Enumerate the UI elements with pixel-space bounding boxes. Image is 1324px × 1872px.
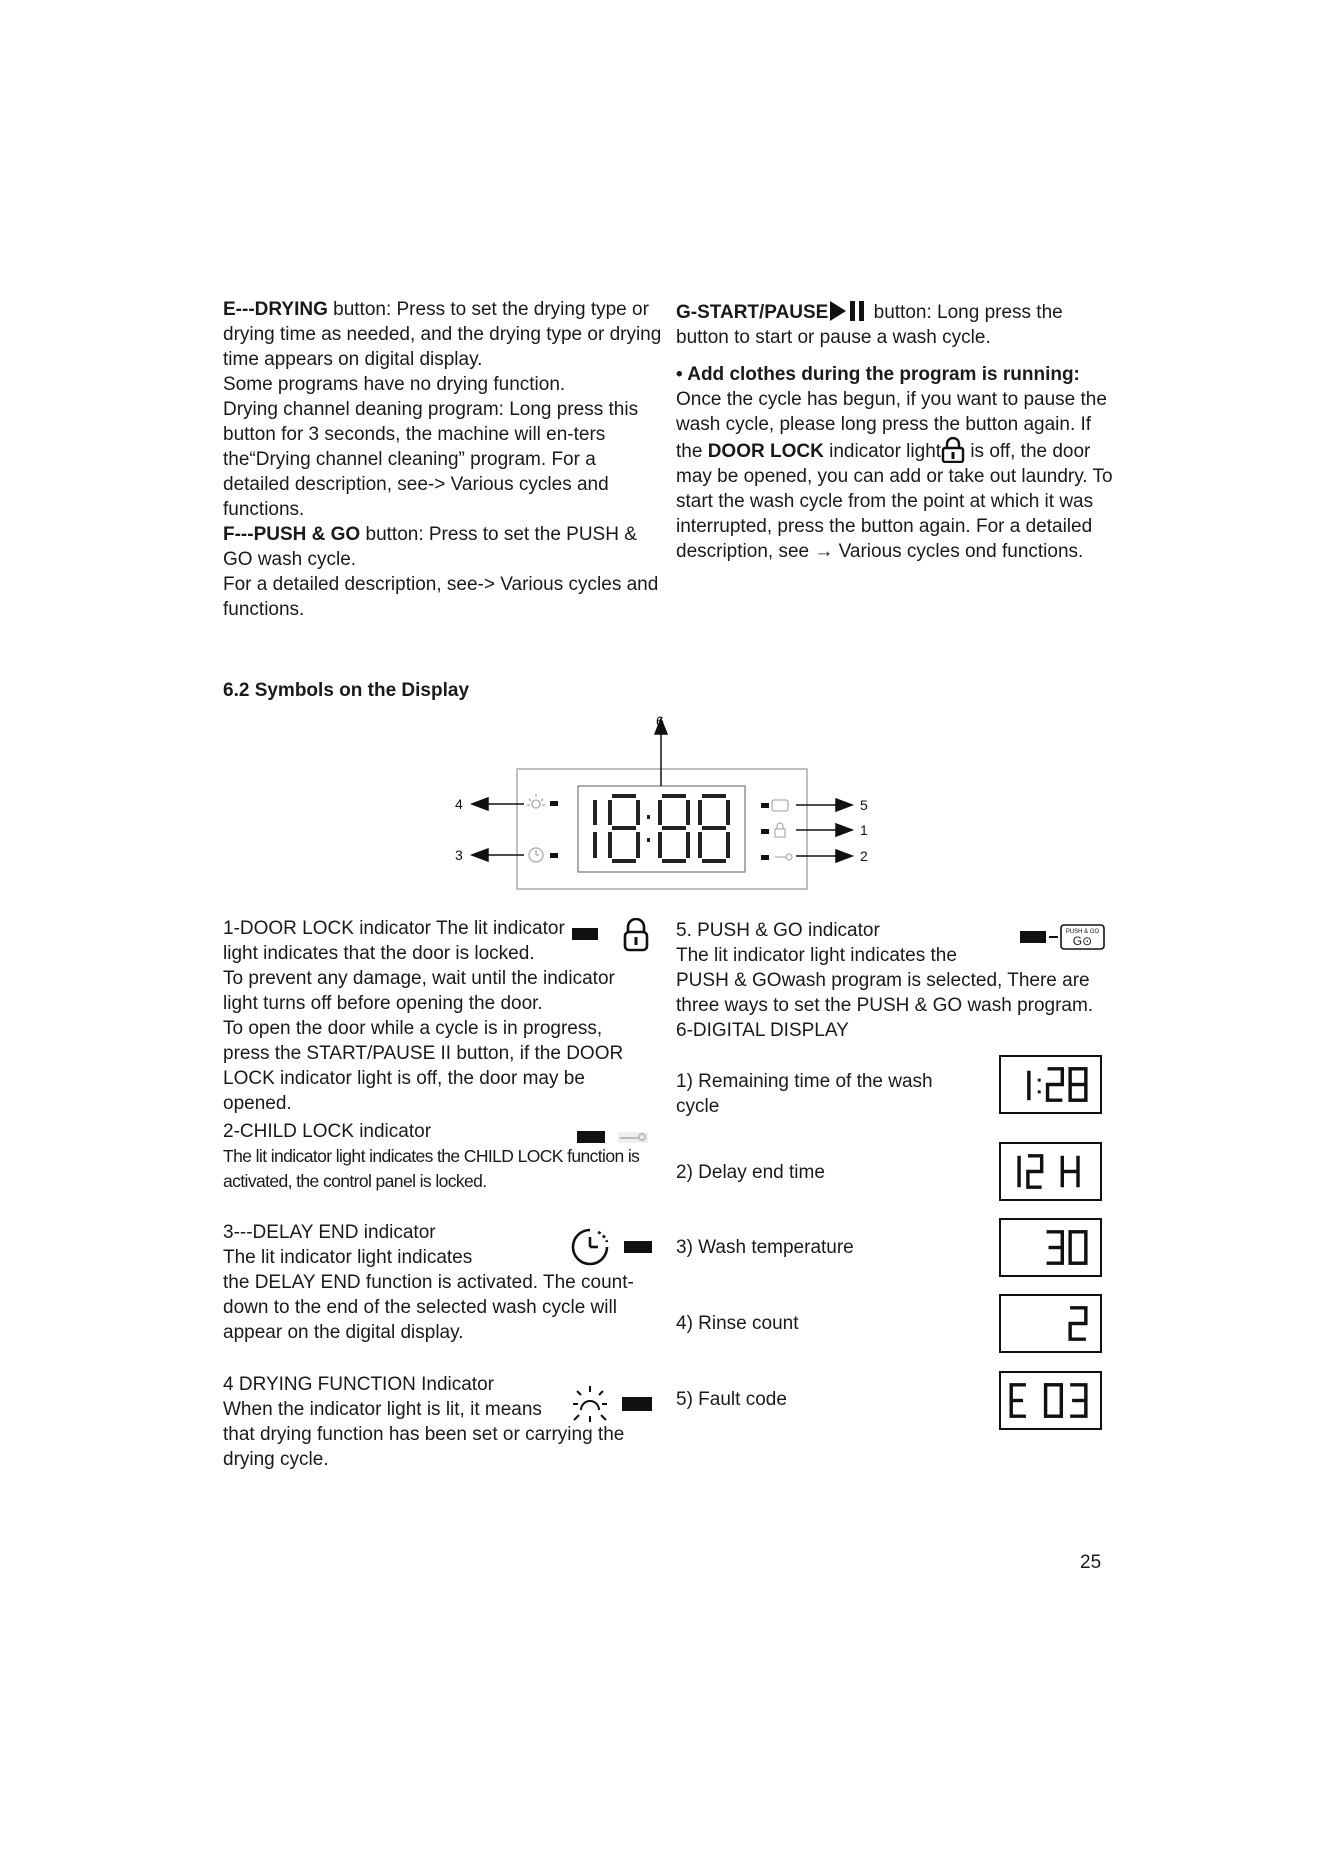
digital-example-label: 1) Remaining time of the wash cycle <box>676 1071 933 1117</box>
svg-text:G⊙: G⊙ <box>1072 934 1093 948</box>
lock-icon <box>941 437 965 463</box>
callout-6: 6 <box>656 713 664 729</box>
page-number: 25 <box>1080 1552 1102 1573</box>
child-lock-indicator-icon <box>577 1128 649 1146</box>
delay-end-item: 3---DELAY END indicator The lit indicator light indicates the DELAY END function is activated. The count-down to the end of the selected wash cycle will appear on the digital display. <box>223 1220 653 1345</box>
digital-readout-box <box>999 1218 1102 1277</box>
delay-end-title: 3---DELAY END indicator <box>223 1222 436 1243</box>
play-pause-icon <box>828 300 868 322</box>
push-go-indicator-icon <box>1020 922 1106 952</box>
e-drying-paragraph: E---DRYING button: Press to set the drying type or drying time as needed, and the drying type or drying time appears on digital display. <box>223 299 662 370</box>
f-pushgo-label: F---PUSH & GO <box>223 524 361 545</box>
digital-readout-box <box>999 1294 1102 1353</box>
e-drying-channel: Drying channel deaning program: Long press this button for 3 seconds, the machine will en-ters the“Drying channel cleaning” program. For a detailed description, see-> Various cycles and functions. <box>223 399 639 520</box>
f-pushgo-paragraph: F---PUSH & GO button: Press to set the PUSH & GO wash cycle. <box>223 524 637 570</box>
child-lock-title: 2-CHILD LOCK indicator <box>223 1121 432 1142</box>
drying-function-title: 4 DRYING FUNCTION Indicator <box>223 1374 494 1395</box>
callout-2: 2 <box>860 848 868 864</box>
digital-example-row <box>676 1371 1106 1431</box>
panel-child-lock-light <box>761 855 769 860</box>
panel-door-lock-light <box>761 829 769 834</box>
g-start-pause-label: G-START/PAUSE <box>676 302 829 323</box>
delay-end-indicator-icon <box>570 1228 654 1268</box>
readout-30 <box>1001 1220 1100 1275</box>
digital-example-row <box>676 1218 1106 1278</box>
push-go-title: 5. PUSH & GO indicator <box>676 920 880 941</box>
svg-text:PUSH & GO: PUSH & GO <box>1065 929 1100 935</box>
drying-indicator-icon <box>570 1384 654 1424</box>
digital-example-row <box>676 1055 1106 1115</box>
digital-readout-box <box>999 1371 1102 1430</box>
readout-1-28 <box>1001 1057 1100 1112</box>
readout-e03 <box>1001 1373 1100 1428</box>
digital-example-label: 2) Delay end time <box>676 1162 825 1183</box>
digital-readout-box <box>999 1055 1102 1114</box>
section-title: 6.2 Symbols on the Display <box>223 680 470 701</box>
digital-example-row <box>676 1294 1106 1354</box>
digital-example-label: 4) Rinse count <box>676 1313 799 1334</box>
digital-example-label: 5) Fault code <box>676 1389 787 1410</box>
display-panel-diagram <box>440 708 900 898</box>
drying-pushgo-description <box>223 297 663 622</box>
digital-example-label: 3) Wash temperature <box>676 1237 854 1258</box>
panel-drying-light <box>550 801 558 806</box>
digital-display-title: 6-DIGITAL DISPLAY <box>676 1020 849 1041</box>
digital-readout-box <box>999 1142 1102 1201</box>
callout-3: 3 <box>455 847 463 863</box>
panel-delay-light <box>550 853 558 858</box>
panel-pushgo-light <box>761 803 769 808</box>
e-drying-label: E---DRYING <box>223 299 328 320</box>
g-start-pause-paragraph: G-START/PAUSE button: Long press the button to start or pause a wash cycle. <box>676 302 1063 348</box>
child-lock-item: 2-CHILD LOCK indicator The lit indicator light indicates the CHILD LOCK function is activated, the control panel is locked. <box>223 1119 653 1194</box>
add-clothes-text: Once the cycle has begun, if you want to pause the wash cycle, please long press the button again. If the DOOR LOCK indicator light is off, the door may be opened, you can add or take out laundry. To start the wash cycle from the point at which it was interrupted, press the button again. For a detailed description, see → Various cycles ond functions. <box>676 389 1113 562</box>
door-lock-title: 1-DOOR LOCK indicator The lit indicator <box>223 918 565 939</box>
callout-1: 1 <box>860 822 868 838</box>
callout-5: 5 <box>860 797 868 813</box>
start-pause-description <box>676 300 1116 564</box>
e-drying-note: Some programs have no drying function. <box>223 374 566 395</box>
drying-function-item: 4 DRYING FUNCTION Indicator When the indicator light is lit, it means that drying function has been set or carrying the drying cycle. <box>223 1372 653 1472</box>
push-go-item: 5. PUSH & GO indicator The lit indicator light indicates the PUSH & GOwash program is selected, There are three ways to set the PUSH & GO wash program. 6-DIGITAL DISPLAY <box>676 918 1096 1043</box>
door-lock-indicator-icon <box>572 918 654 952</box>
door-lock-item: 1-DOOR LOCK indicator The lit indicator light indicates that the door is locked. To prevent any damage, wait until the indicator light turns off before opening the door. To open the door while a cycle is in progress, press the START/PAUSE II button, if the DOOR LOCK indicator light is off, the door may be opened. <box>223 916 653 1116</box>
digital-example-row <box>676 1142 1106 1202</box>
add-clothes-title: • Add clothes during the program is running: <box>676 364 1080 385</box>
readout-12h <box>1001 1144 1100 1199</box>
f-pushgo-reference: For a detailed description, see-> Various cycles and functions. <box>223 574 659 620</box>
readout-2 <box>1001 1296 1100 1351</box>
callout-4: 4 <box>455 796 463 812</box>
